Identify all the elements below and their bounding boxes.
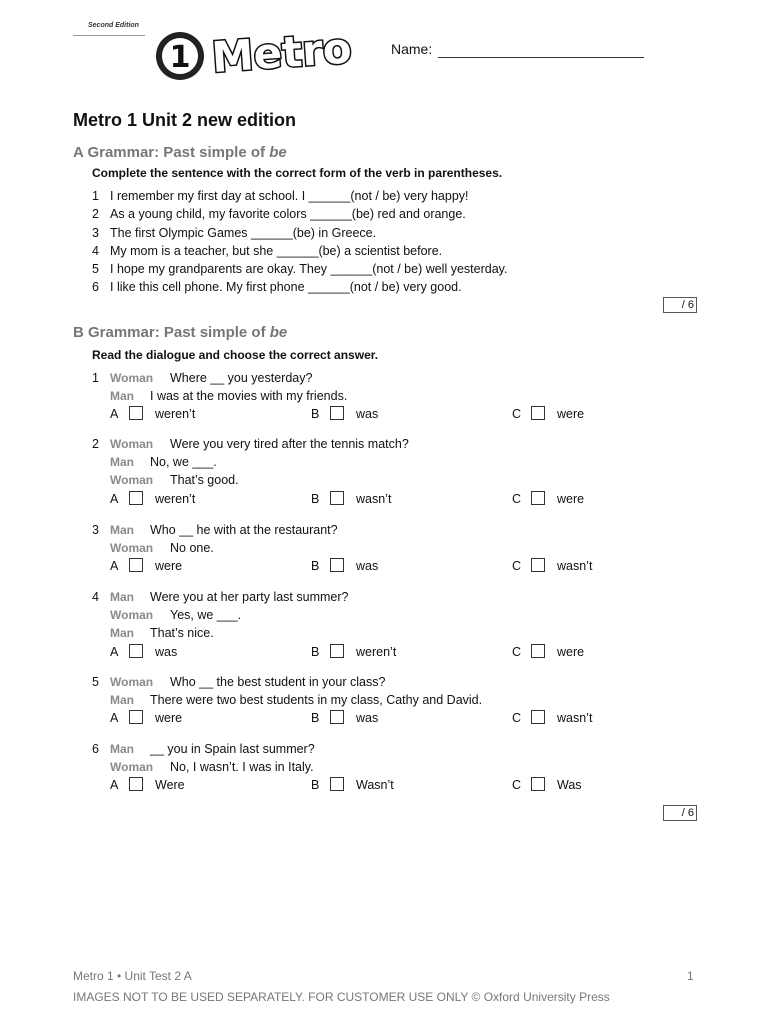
checkbox[interactable] [531, 558, 545, 572]
option-text: were [155, 711, 183, 726]
section-b-score-box[interactable]: / 6 [663, 805, 697, 821]
option-letter: B [311, 491, 320, 506]
list-item: 1 I remember my first day at school. I ______(not / be) very happy! [92, 189, 469, 203]
answer-options [92, 643, 712, 661]
question-number: 5 [92, 675, 99, 689]
option-text: was [155, 644, 178, 659]
option-text: wasn’t [557, 711, 593, 726]
question-number: 4 [92, 590, 99, 604]
dialogue-text: No one. [170, 541, 214, 556]
option-text: Were [155, 778, 185, 793]
dialogue-text: No, we ___. [150, 455, 217, 470]
speaker-label: Woman [110, 437, 154, 451]
answer-options [92, 490, 712, 508]
option-letter: A [110, 559, 119, 574]
option-text: were [557, 407, 585, 422]
checkbox[interactable] [129, 406, 143, 420]
option-letter: B [311, 778, 320, 793]
question-number: 6 [92, 742, 99, 756]
checkbox[interactable] [129, 710, 143, 724]
checkbox[interactable] [531, 644, 545, 658]
option-letter: A [110, 644, 119, 659]
dialogue-text: Who __ the best student in your class? [170, 675, 386, 689]
option-text: weren’t [356, 644, 397, 659]
section-a-list [92, 187, 507, 297]
dialogue-line [92, 435, 712, 453]
list-item: 3 The first Olympic Games ______(be) in Greece. [92, 225, 377, 240]
dialogue-line [92, 758, 712, 776]
section-a-heading: A Grammar: Past simple of be [73, 144, 287, 161]
option-letter: C [512, 407, 522, 422]
option-letter: A [110, 711, 119, 726]
page-title: Metro 1 Unit 2 new edition [73, 110, 297, 130]
section-b-instruction: Read the dialogue and choose the correct answer. [92, 348, 379, 362]
list-item: 6 I like this cell phone. My first phone ______(not / be) very good. [92, 280, 462, 295]
question-4 [92, 588, 712, 661]
question-number: 2 [92, 437, 99, 451]
checkbox[interactable] [129, 644, 143, 658]
option-text: were [557, 491, 585, 506]
option-letter: C [512, 559, 522, 574]
question-3 [92, 521, 712, 575]
logo-word: Metro [210, 23, 354, 82]
section-a-score-box[interactable]: / 6 [663, 297, 697, 313]
section-a-instruction: Complete the sentence with the correct form of the verb in parentheses. [92, 166, 503, 180]
option-letter: B [311, 559, 320, 574]
speaker-label: Woman [110, 371, 154, 385]
option-letter: A [110, 407, 119, 422]
dialogue-line [92, 387, 712, 405]
dialogue-text: I was at the movies with my friends. [150, 389, 348, 404]
option-text: were [155, 559, 183, 574]
dialogue-text: There were two best students in my class, Cathy and David. [150, 693, 483, 708]
dialogue-text: That’s nice. [150, 626, 214, 641]
option-text: was [356, 407, 379, 422]
speaker-label: Woman [110, 608, 154, 623]
option-letter: A [110, 491, 119, 506]
dialogue-line [92, 691, 712, 709]
option-letter: C [512, 778, 522, 793]
dialogue-text: Yes, we ___. [170, 608, 242, 623]
option-text: Was [557, 778, 582, 793]
option-text: Wasn’t [356, 778, 394, 793]
answer-options [92, 776, 712, 794]
checkbox[interactable] [330, 406, 344, 420]
dialogue-line [92, 453, 712, 471]
question-5 [92, 673, 712, 727]
checkbox[interactable] [531, 406, 545, 420]
speaker-label: Man [110, 742, 134, 756]
question-number: 1 [92, 371, 99, 385]
speaker-label: Woman [110, 760, 154, 775]
dialogue-line [92, 673, 712, 691]
name-input-line[interactable] [438, 57, 644, 58]
dialogue-line [92, 471, 712, 489]
question-2 [92, 435, 712, 508]
checkbox[interactable] [330, 777, 344, 791]
question-1 [92, 369, 712, 423]
list-item: 5 I hope my grandparents are okay. They ______(not / be) well yesterday. [92, 262, 508, 277]
speaker-label: Man [110, 389, 134, 404]
checkbox[interactable] [129, 491, 143, 505]
speaker-label: Man [110, 590, 134, 604]
option-text: weren’t [155, 491, 196, 506]
list-item: 2 As a young child, my favorite colors ______(be) red and orange. [92, 207, 466, 222]
option-letter: B [311, 407, 320, 422]
dialogue-line [92, 521, 712, 539]
list-item: 4 My mom is a teacher, but she ______(be) a scientist before. [92, 243, 443, 258]
dialogue-text: Who __ he with at the restaurant? [150, 523, 338, 537]
option-text: wasn’t [356, 491, 392, 506]
option-text: was [356, 711, 379, 726]
option-letter: B [311, 711, 320, 726]
speaker-label: Woman [110, 473, 154, 488]
section-b-heading: B Grammar: Past simple of be [73, 324, 288, 341]
option-text: was [356, 559, 379, 574]
question-number: 3 [92, 523, 99, 537]
speaker-label: Man [110, 626, 134, 641]
option-text: were [557, 644, 585, 659]
question-6 [92, 740, 712, 794]
checkbox[interactable] [531, 710, 545, 724]
checkbox[interactable] [330, 710, 344, 724]
checkbox[interactable] [531, 777, 545, 791]
dialogue-line [92, 539, 712, 557]
logo-number: 1 [169, 40, 191, 75]
option-letter: C [512, 711, 522, 726]
option-letter: C [512, 491, 522, 506]
checkbox[interactable] [531, 491, 545, 505]
option-letter: A [110, 778, 119, 793]
checkbox[interactable] [330, 558, 344, 572]
dialogue-text: That’s good. [170, 473, 239, 488]
speaker-label: Man [110, 523, 134, 537]
dialogue-line [92, 588, 712, 606]
metro-logo [72, 20, 362, 86]
checkbox[interactable] [330, 491, 344, 505]
option-letter: C [512, 644, 522, 659]
option-text: weren’t [155, 407, 196, 422]
answer-options [92, 709, 712, 727]
speaker-label: Woman [110, 675, 154, 689]
footer-page-number: 1 [687, 969, 694, 983]
answer-options [92, 557, 712, 575]
name-label: Name: [391, 41, 433, 57]
option-text: wasn’t [557, 559, 593, 574]
dialogue-text: __ you in Spain last summer? [150, 742, 315, 756]
dialogue-text: Where __ you yesterday? [170, 371, 313, 385]
speaker-label: Man [110, 455, 134, 470]
footer-unit-label: Metro 1 • Unit Test 2 A [73, 969, 192, 983]
checkbox[interactable] [129, 558, 143, 572]
dialogue-line [92, 606, 712, 624]
speaker-label: Woman [110, 541, 154, 556]
edition-label: Second Edition [88, 22, 139, 29]
dialogue-text: No, I wasn’t. I was in Italy. [170, 760, 314, 775]
dialogue-text: Were you very tired after the tennis match? [170, 437, 409, 451]
checkbox[interactable] [330, 644, 344, 658]
checkbox[interactable] [129, 777, 143, 791]
option-letter: B [311, 644, 320, 659]
dialogue-line [92, 624, 712, 642]
answer-options [92, 405, 712, 423]
footer-copyright: IMAGES NOT TO BE USED SEPARATELY. FOR CUSTOMER USE ONLY © Oxford University Press [73, 990, 610, 1004]
dialogue-line [92, 740, 712, 758]
dialogue-text: Were you at her party last summer? [150, 590, 349, 604]
dialogue-line [92, 369, 712, 387]
speaker-label: Man [110, 693, 134, 708]
